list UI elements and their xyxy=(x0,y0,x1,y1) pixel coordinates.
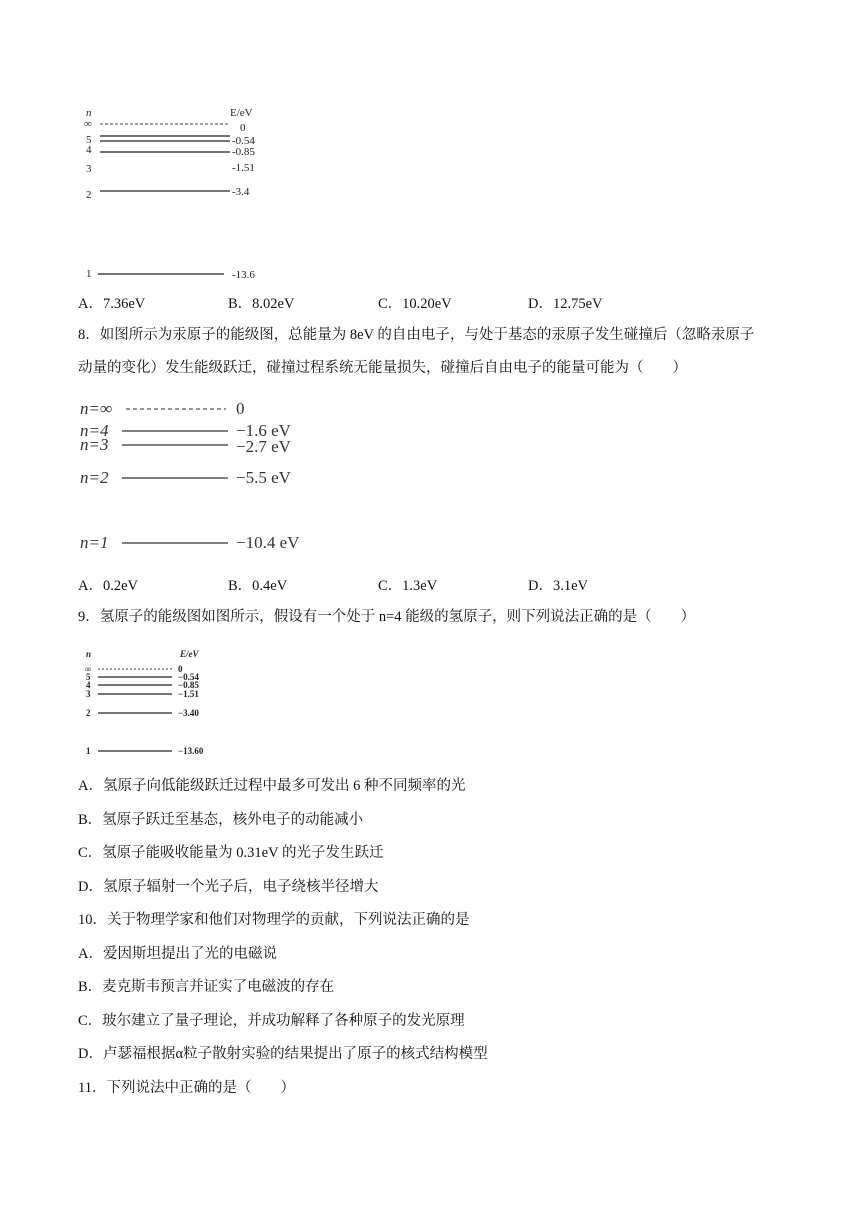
energy-level-diagram-1 xyxy=(78,104,278,284)
level-energy-label: -13.6 xyxy=(232,269,255,281)
level-n-label: 2 xyxy=(86,708,91,718)
level-n-label: 5 xyxy=(86,134,92,146)
level-energy-label: −3.40 xyxy=(178,708,199,718)
level-energy-label: −1.51 xyxy=(178,689,199,699)
q8-stem-line2: 动量的变化）发生能级跃迁，碰撞过程系统无能量损失，碰撞后自由电子的能量可能为（ ） xyxy=(78,360,687,376)
q9-option-c: C．氢原子能吸收能量为 0.31eV 的光子发生跃迁 xyxy=(78,845,384,861)
level-energy-label: −0.54 xyxy=(178,672,199,682)
level-energy-label: 0 xyxy=(236,399,245,418)
q7-option-d: D．12.75eV xyxy=(528,296,603,312)
level-energy-label: −2.7 eV xyxy=(236,437,291,456)
q11-stem: 11．下列说法中正确的是（ ） xyxy=(78,1080,295,1096)
q7-option-b: B．8.02eV xyxy=(228,296,295,312)
level-n-label: 5 xyxy=(86,672,91,682)
q7-option-c: C．10.20eV xyxy=(378,296,452,312)
n-axis-label: n xyxy=(86,107,92,119)
level-n-label: 1 xyxy=(86,746,91,756)
level-energy-label: -0.54 xyxy=(232,135,255,147)
q8-option-c: C．1.3eV xyxy=(378,578,438,594)
energy-axis-label: E/eV xyxy=(180,649,199,659)
q9-option-a: A．氢原子向低能级跃迁过程中最多可发出 6 种不同频率的光 xyxy=(78,778,466,794)
q10-option-a: A．爱因斯坦提出了光的电磁说 xyxy=(78,946,277,962)
level-n-label: n=1 xyxy=(80,533,109,552)
level-energy-label: 0 xyxy=(178,664,183,674)
q8-option-b: B．0.4eV xyxy=(228,578,288,594)
level-n-label: 2 xyxy=(86,189,92,201)
level-energy-label: -0.85 xyxy=(232,146,255,158)
level-energy-label: -3.4 xyxy=(232,186,250,198)
level-n-label: ∞ xyxy=(84,118,92,130)
level-n-label: n=4 xyxy=(80,421,109,440)
level-n-label: n=3 xyxy=(80,435,109,454)
q8-option-d: D．3.1eV xyxy=(528,578,589,594)
q10-option-d: D．卢瑟福根据α粒子散射实验的结果提出了原子的核式结构模型 xyxy=(78,1046,488,1062)
level-n-label: n=∞ xyxy=(80,399,113,418)
level-energy-label: −0.85 xyxy=(178,680,199,690)
q10-option-b: B．麦克斯韦预言并证实了电磁波的存在 xyxy=(78,979,335,995)
level-energy-label: 0 xyxy=(240,122,246,134)
level-n-label: n=2 xyxy=(80,468,109,487)
level-energy-label: −5.5 eV xyxy=(236,468,291,487)
q10-stem: 10．关于物理学家和他们对物理学的贡献，下列说法正确的是 xyxy=(78,912,470,928)
q9-option-d: D．氢原子辐射一个光子后，电子绕核半径增大 xyxy=(78,879,379,895)
level-n-label: 3 xyxy=(86,689,91,699)
level-n-label: 4 xyxy=(86,144,92,156)
energy-axis-label: E/eV xyxy=(230,107,253,119)
energy-level-diagram-2 xyxy=(78,395,318,560)
level-n-label: ∞ xyxy=(85,664,92,674)
q8-stem-line1: 8．如图所示为汞原子的能级图，总能量为 8eV 的自由电子，与处于基态的汞原子发生碰撞后（忽略汞原子 xyxy=(78,327,755,343)
q9-stem: 9．氢原子的能级图如图所示，假设有一个处于 n=4 能级的氢原子，则下列说法正确的是（ ） xyxy=(78,609,696,625)
q7-option-a: A．7.36eV xyxy=(78,296,146,312)
energy-level-diagram-3 xyxy=(84,648,224,760)
level-energy-label: −10.4 eV xyxy=(236,533,300,552)
level-energy-label: -1.51 xyxy=(232,162,255,174)
level-n-label: 4 xyxy=(86,680,91,690)
level-n-label: 3 xyxy=(86,163,92,175)
level-n-label: 1 xyxy=(86,268,92,280)
q9-option-b: B．氢原子跃迁至基态，核外电子的动能减小 xyxy=(78,812,364,828)
level-energy-label: −13.60 xyxy=(178,746,204,756)
q10-option-c: C．玻尔建立了量子理论，并成功解释了各种原子的发光原理 xyxy=(78,1013,465,1029)
level-energy-label: −1.6 eV xyxy=(236,421,291,440)
q8-option-a: A．0.2eV xyxy=(78,578,139,594)
n-axis-label: n xyxy=(86,649,92,659)
